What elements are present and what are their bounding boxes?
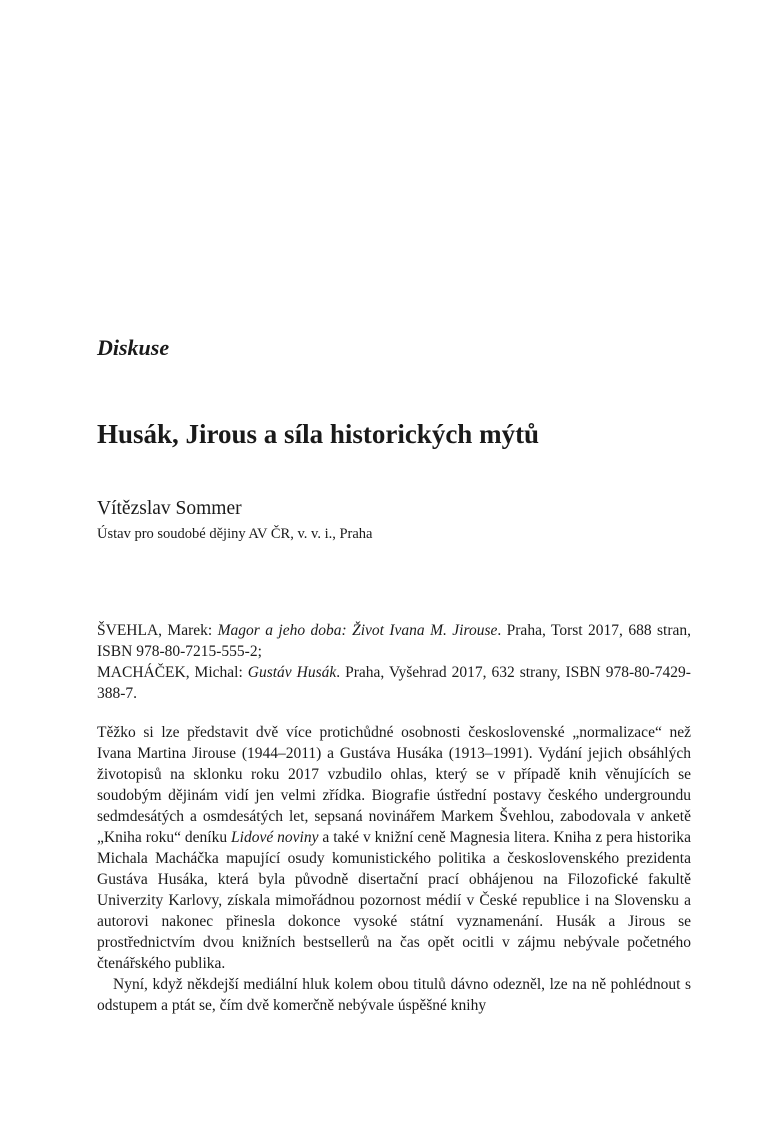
paragraph-text: Těžko si lze představit dvě více protichůdné osobnosti československé „normalizace“ než Ivana Martina Jirouse (1944–2011) a Gustáva Husáka (1913–1991). Vydání jejich obsáhlých životopisů na sklonku roku 2017 vzbudilo ohlas, který se v případě knih věnujících se soudobým dějinám vidí jen velmi zřídka. Biografie ústřední postavy českého undergroundu sedmdesátých a osmdesátých let, sepsaná novinářem Markem Švehlou, zabodovala v anketě „Kniha roku“ deníku: [97, 724, 691, 846]
book-reference: [97, 620, 691, 662]
book-author: MACHÁČEK, Michal:: [97, 664, 248, 681]
book-details: . Praha, Vyšehrad 2017, 632 strany, ISBN 978-80-7429-388-7.: [97, 664, 691, 702]
article-title: Husák, Jirous a síla historických mýtů: [97, 419, 540, 449]
paragraph-text: a také v knižní ceně Magnesia litera. Kniha z pera historika Michala Macháčka mapující osudy komunistického politika a československého prezidenta Gustáva Husáka, která byla původně disertační prací obhájenou na Filozofické fakultě Univerzity Karlovy, získala mimořádnou pozornost médií v České republice i na Slovensku a autorovi nakonec přinesla dokonce vysoké státní vyznamenání. Husák a Jirous se prostřednictvím dvou knižních bestsellerů na čas opět ocitli v zájmu nebývale početného čtenářského publika.: [97, 829, 691, 972]
author-name: Vítězslav Sommer: [97, 498, 242, 519]
author-affiliation: Ústav pro soudobé dějiny AV ČR, v. v. i., Praha: [97, 526, 373, 542]
section-label: Diskuse: [97, 335, 170, 360]
book-details: . Praha, Torst 2017, 688 stran, ISBN 978-80-7215-555-2;: [97, 622, 691, 660]
book-author: ŠVEHLA, Marek:: [97, 622, 218, 639]
newspaper-name: Lidové noviny: [231, 829, 319, 846]
paragraph: [97, 722, 691, 974]
reviewed-books: [97, 620, 691, 704]
book-title: Magor a jeho doba: Život Ivana M. Jirouse: [217, 622, 498, 639]
paragraph: Nyní, když někdejší mediální hluk kolem obou titulů dávno odezněl, lze na ně pohlédnout s odstupem a ptát se, čím dvě komerčně nebývale úspěšné knihy: [97, 976, 691, 1014]
article-body: [97, 722, 691, 1016]
book-reference: [97, 662, 691, 704]
book-title: Gustáv Husák: [247, 664, 337, 681]
